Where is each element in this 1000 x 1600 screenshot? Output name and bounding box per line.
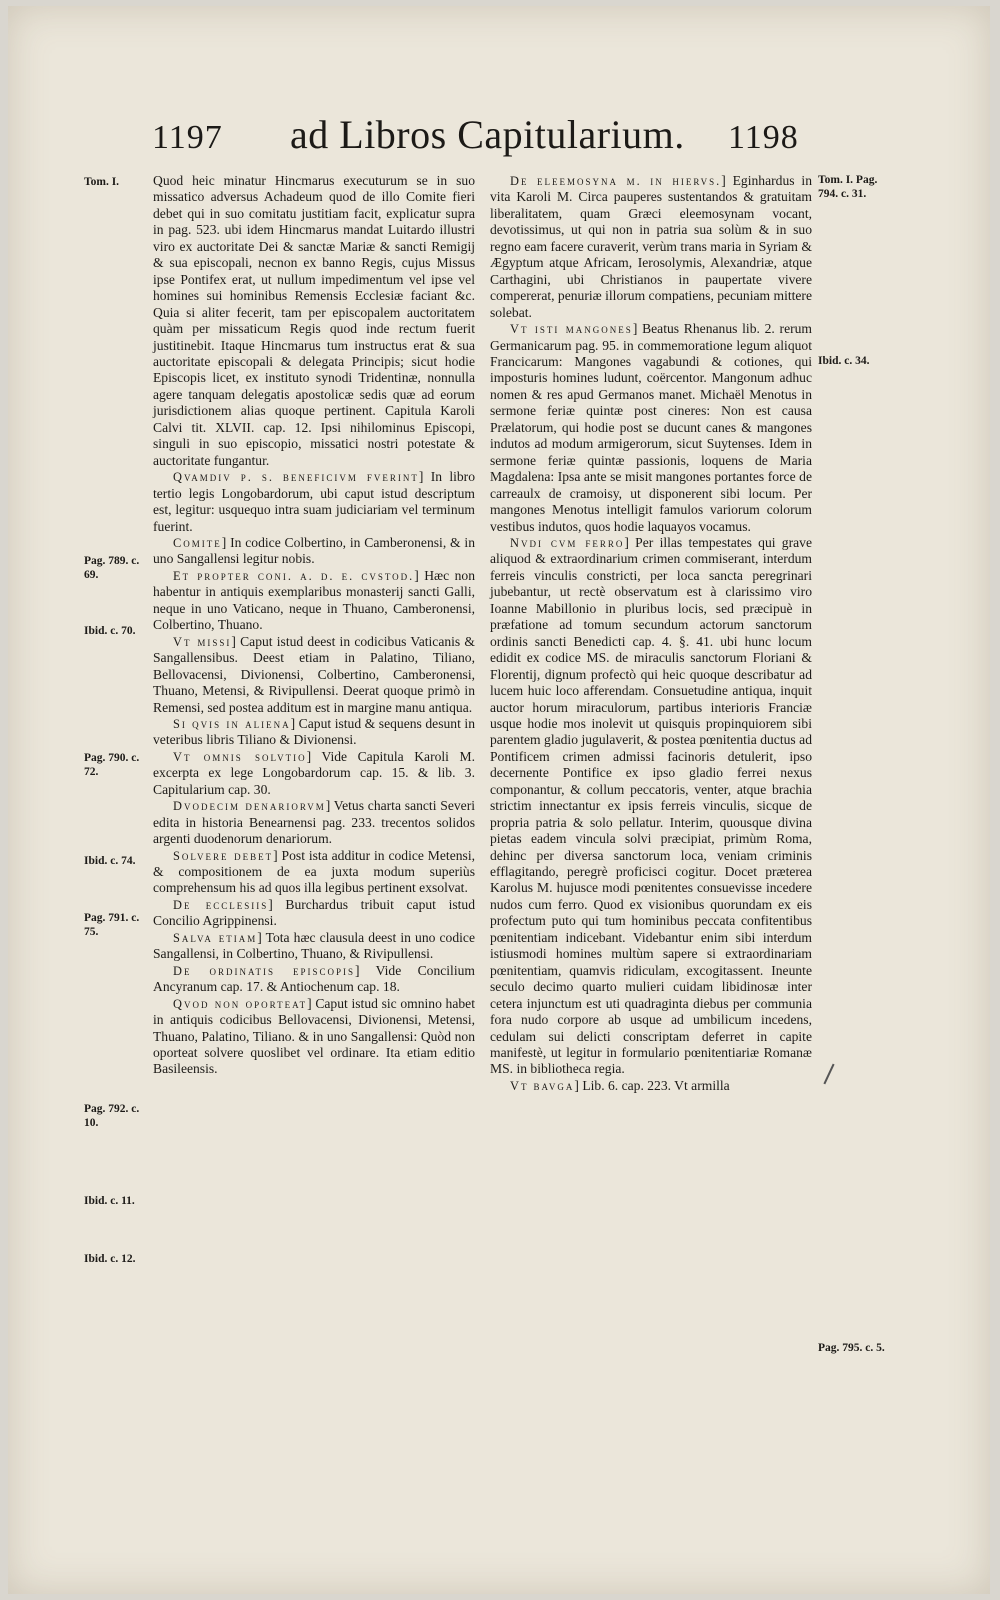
note-paragraph [490,321,812,535]
note-paragraph [490,173,812,321]
note-text: ] Tota hæc clausula deest in uno codice Sangallensi, in Colbertino, Thuano, & Rivipullensi. [153,929,475,962]
lemma: Vt isti mangones [510,322,633,337]
note-text: ] Per illas tempestates qui grave aliquod & extraordinarium crimen commiserant, interdum ferreis vinculis constricti, per loca sancta peregrinari jubebantur, ut rectè observatum est à clarissimo viro Ioanne Mabillonio in pluribus locis, sed præcipuè in præfatione ad tomum secundum actorum sanctorum ordinis sancti Benedicti cap. 4. §. 41. ubi hunc locum edidit ex codice MS. de miraculis sanctorum Floriani & Florentij, dignum profectò qui heic quoque describatur ad lucem huic loco afferendam. Consuetudine antiqua, inquit auctor horum miraculorum, partibus interioris Franciæ usque hodie mos inolevit ut quisquis propinquiorem sibi parentem gladio jugulaverit, & postea pœnitentia ductus ad Pontificem crimen admissi facinoris detulerit, ipso decernente Pontifice ex ipso gladio ferrei nexus componantur, & collum peccatoris, venter, atque brachia strictim innectantur ex ipsis ferreis vinculis, sicque de propria patria & solo pellatur. Interim, quousque divina pietas eadem vincula solvi præcipiat, primùm Roma, dehinc per diversa sanctorum loca, veniam criminis efflagitando, peregrè proficisci cogitur. Docet præterea Karolus M. hujusce modi pœnitentes consuevisse incedere nudos cum ferro. Quod ex visionibus quorundam ex eis profectum puto qui tum hominibus peccata confitentibus pœnitentiam indicebant. Videbantur enim sibi interdum istiusmodi homines multùm sapere si extraordinariam pœnitentiam, quamvis ridiculam, excogitassent. Ineunte seculo decimo quarto mulieri cuidam libidinosæ inter cetera injunctum est uti quadraginta diebus per communia fora nudo corpore ab usque ad umbilicum incedens, cedulam sui delicti conscriptam deferret in capite manifestè, ut legitur in formulario pœnitentiariæ Romanæ MS. in bibliotheca regia. [490,534,812,1077]
note-paragraph [153,897,475,930]
right-page-number: 1198 [728,119,799,156]
margin-ref: Ibid. c. 70. [84,625,136,637]
note-paragraph [153,930,475,963]
note-paragraph [153,716,475,749]
lemma: Si qvis in aliena [173,716,291,731]
left-column [153,173,475,1078]
note-paragraph [490,1078,812,1094]
margin-ref: Tom. I. [84,176,120,188]
margin-ref: Pag. 792. c. 10. [84,1103,140,1129]
note-paragraph [153,848,475,897]
note-paragraph [153,535,475,568]
note-text: ] Eginhardus in vita Karoli M. Circa pauperes sustentandos & gratuitam liberalitatem, quam Græci eleemosynam vocant, devotissimus, ut qui non in patria sua solùm & in suo regno eam facere curaverit, verùm trans maria in Syriam & Ægyptum atque Africam, Ierosolymis, Alexandriæ, atque Carthagini, ubi Christianos in paupertate vivere compererat, penuriæ illorum compatiens, pecuniam mittere solebat. [490,173,812,320]
lemma: Dvodecim denariorvm [173,799,326,814]
lemma: Et propter coni. a. d. e. cvstod. [173,568,415,583]
lemma: Nvdi cvm ferro [510,535,625,550]
right-column [490,173,812,1094]
note-text: ] Beatus Rhenanus lib. 2. rerum Germanicarum pag. 95. in commemoratione legum aliquot Francicarum: Mangones vagabundi & cotiones, qui imposturis homines ludunt, coërcentor. Mangonum adhuc nomen & res apud Germanos manet. Michaël Menotus in sermone feriæ quintæ post cineres: Non est causa Prælatorum, qui hodie post se ducunt canes & mangones indutos ad modum armigerorum, sicut Suytenses. Idem in sermone feriæ quintæ passionis, loquens de Maria Magdalena: Ipsa ante se misit mangones portantes force de carreaulx de cramoisy, ut disponerent sibi locum. Per mangones Menotus intelligit famulos variorum colorum vestibus indutos, quos hodie laquayos vocamus. [490,321,812,534]
margin-ref: Tom. I. Pag. 794. c. 31. [818,174,878,200]
note-text: ] Caput istud sic omnino habet in antiquis codicibus Bellovacensi, Divionensi, Metensi, Thuano, Palatino, Tiliano. & in uno Sangallensi: Quòd non oporteat solvere quoslibet vel ordinare. Ita etiam editio Basileensis. [153,995,475,1077]
note-paragraph [153,469,475,535]
note-text: ] Vide Capitula Karoli M. excerpta ex lege Longobardorum cap. 15. & lib. 3. Capitularium cap. 30. [153,748,475,797]
note-paragraph [153,963,475,996]
running-title: ad Libros Capitularium. [290,112,685,157]
margin-ref: Ibid. c. 34. [818,355,870,367]
paragraph-text: Quod heic minatur Hincmarus executurum se in suo missatico adversus Achadeum quod de illo Comite fieri debet qui in suo comitatu justitiam facit, explicatur supra in pag. 523. ubi idem Hincmarus mandat Luitardo illustri viro ex auctoritate Dei & sanctæ Mariæ & sancti Remigij & sua episcopali, necnon ex banno Regis, cujus Missus ipse Pontifex erat, ut nullum impedimentum vel ipse vel homines sui hominibus Remensis Ecclesiæ faciant &c. Quia si aliter fecerit, tam per episcopalem auctoritatem quàm per missaticum Regis quod inde rectum fuerit justitinebit. Itaque Hincmarus tum instructus erat & sua auctoritate episcopali & delegata Principis; sicut hodie Episcopis licet, ex instituto synodi Tridentinæ, nonnulla agere tanquam delegatis apostolicæ sedis quæ ad eorum jurisdictionem alias quoque pertinent. Capitula Karoli Calvi tit. XLVII. cap. 12. Ipsi nihilominus Episcopi, singuli in suo episcopio, missatici nostri potestate & auctoritate fungantur. [153,173,475,468]
note-text: ] Caput istud deest in codicibus Vaticanis & Sangallensibus. Deest etiam in Palatino, Tiliano, Bellovacensi, Divionensi, Colbertino, Camberonensi, Thuano, Metensi, & Rivipullensi. Deerat quoque primò in Remensi, sed postea additum est in margine manu antiqua. [153,633,475,715]
page-header [0,112,1000,175]
note-text: ] In libro tertio legis Longobardorum, ubi caput istud descriptum est, legitur: usquequo intra suam judiciariam vel terminum fuerint. [153,469,475,534]
note-text: ] Vide Concilium Ancyranum cap. 17. & Antiochenum cap. 18. [153,962,475,995]
lemma: Vt bavga [510,1078,575,1093]
lemma: Qvod non oporteat [173,996,308,1011]
lemma: Comite [173,535,222,550]
margin-ref: Pag. 789. c. 69. [84,555,140,581]
note-paragraph [153,996,475,1078]
note-text: ] Caput istud & sequens desunt in veteribus libris Tiliano & Divionensi. [153,715,475,748]
margin-ref: Ibid. c. 11. [84,1195,135,1207]
lemma: De eleemosyna m. in hiervs. [510,174,722,188]
note-paragraph [490,535,812,1078]
lemma: Vt omnis solvtio [173,749,307,764]
note-text: ] In codice Colbertino, in Camberonensi, & in uno Sangallensi legitur nobis. [153,534,475,567]
paragraph [153,173,475,469]
note-paragraph [153,568,475,634]
note-paragraph [153,749,475,798]
lemma: De ordinatis episcopis [173,963,356,978]
note-text: ] Post ista additur in codice Metensi, & compositionem de ea juxta modum superiùs comprehensum his ad quos illa legibus pertinent exsolvat. [153,847,475,896]
note-text: ] Burchardus tribuit caput istud Concilio Agrippinensi. [153,896,476,929]
margin-ref: Ibid. c. 12. [84,1253,136,1265]
margin-ref: Pag. 791. c. 75. [84,912,140,938]
note-paragraph [153,798,475,847]
margin-ref: Pag. 795. c. 5. [818,1342,885,1354]
note-text: ] Hæc non habentur in antiquis exemplaribus monasterij sancti Galli, neque in uno Vaticano, neque in Thuano, Camberonensi, Colbertino, Thuano. [153,567,475,633]
margin-ref: Pag. 790. c. 72. [84,752,140,778]
lemma: Solvere debet [173,848,274,863]
lemma: De ecclesiis [173,897,269,912]
note-text: ] Lib. 6. cap. 223. Vt armilla [574,1077,730,1093]
note-paragraph [153,634,475,716]
lemma: Qvamdiv p. s. beneficivm fverint [173,470,419,485]
margin-ref: Ibid. c. 74. [84,855,136,867]
note-text: ] Vetus charta sancti Severi edita in historia Benearnensi pag. 233. trecentos solidos argenti duodenorum denariorum. [153,798,475,847]
lemma: Vt missi [173,634,232,649]
lemma: Salva etiam [173,930,258,945]
left-page-number: 1197 [152,119,223,156]
